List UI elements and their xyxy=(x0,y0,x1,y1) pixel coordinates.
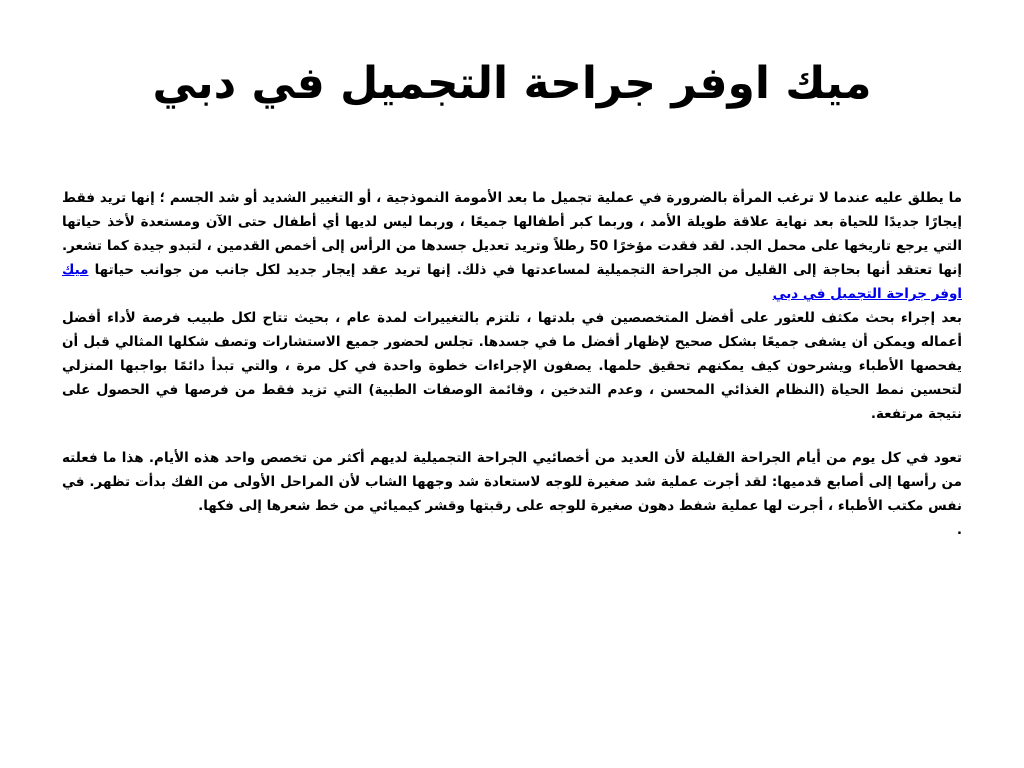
page-title: ميك اوفر جراحة التجميل في دبي xyxy=(152,58,872,109)
slide-body xyxy=(62,186,962,542)
paragraph-intro-text: ما يطلق عليه عندما لا ترغب المرأة بالضرورة في عملية تجميل ما بعد الأمومة النموذجية ، أو التغيير الشديد أو شد الجسم ؛ إنها تريد فقط إيجارًا جديدًا للحياة بعد نهاية علاقة طويلة الأمد ، وربما كبر أطفالها جميعًا ، وربما ليس لديها أي أطفال حتى الآن ومستعدة لأخذ حياتها التي يرجع تاريخها على محمل الجد. لقد فقدت مؤخرًا 50 رطلاً وتريد تعديل جسدها من الرأس إلى أخمص القدمين ، لتبدو جيدة كما تشعر. إنها تعتقد أنها بحاجة إلى القليل من الجراحة التجميلية لمساعدتها في ذلك. إنها تريد عقد إيجار جديد لكل جانب من جوانب حياتها xyxy=(62,190,962,278)
trailing-dot: . xyxy=(956,522,962,538)
paragraph-research: بعد إجراء بحث مكثف للعثور على أفضل المتخصصين في بلدتها ، تلتزم بالتغييرات لمدة عام ، بحيث تتاح لكل طبيب فرصة لأداء أفضل أعماله ويمكن أن يشفى جميعًا بشكل صحيح لإظهار أفضل ما في جسدها. تجلس لحضور جميع الاستشارات وتصف شكلها المثالي قبل أن يفحصها الأطباء ويشرحون كيف يمكنهم تحقيق حلمها. يصفون الإجراءات خطوة واحدة في كل مرة ، والتي تبدأ دائمًا بواجبها المنزلي لتحسين نمط الحياة (النظام الغذائي المحسن ، وعدم التدخين ، وقائمة الوصفات الطبية) التي تزيد فقط من فرصها في الحصول على نتيجة مرتفعة. xyxy=(62,310,962,422)
makeover-surgery-link[interactable]: ميك اوفر جراحة التجميل في دبي xyxy=(62,262,962,302)
paragraph-intro xyxy=(62,186,962,306)
paragraph-surgery-days: تعود في كل يوم من أيام الجراحة القليلة لأن العديد من أخصائيي الجراحة التجميلية لديهم أكثر من تخصص واحد هذه الأيام. هذا ما فعلته من رأسها إلى أصابع قدميها: لقد أجرت عملية شد صغيرة للوجه لاستعادة شد وجهها الشاب لأن المراحل الأولى من الفك بدأت تظهر. في نفس مكتب الأطباء ، أجرت لها عملية شفط دهون صغيرة للوجه على رقبتها وقشر كيميائي من خط شعرها إلى فكها. xyxy=(62,450,962,514)
